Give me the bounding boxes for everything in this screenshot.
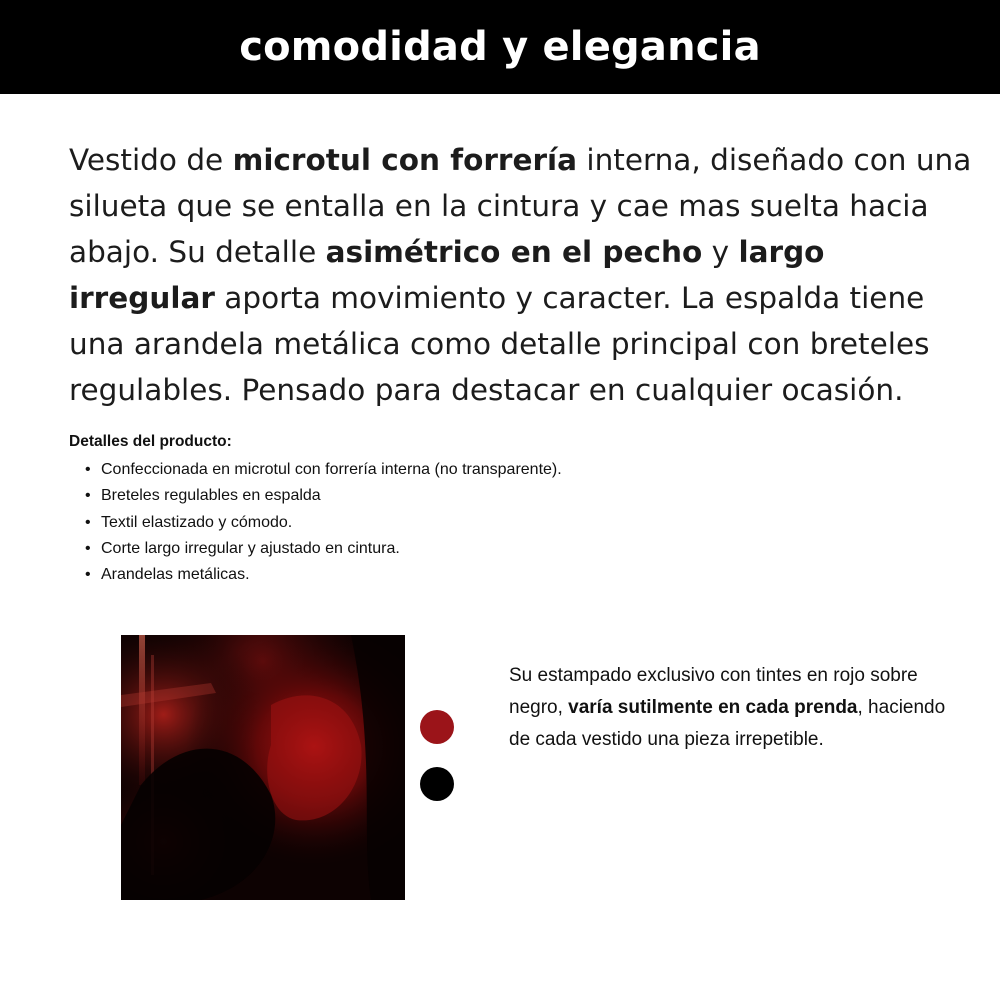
description-text: y (702, 235, 739, 269)
color-swatch-red (420, 710, 454, 744)
fabric-print-photo (121, 635, 405, 900)
description-highlight: asimétrico en el pecho (325, 235, 703, 269)
print-text: Su estampado exclusivo con tintes en rojo sobre negro, (509, 665, 918, 718)
bullet-icon: • (85, 513, 91, 531)
list-item-text: Textil elastizado y cómodo. (101, 513, 293, 531)
print-highlight: varía sutilmente en cada prenda (568, 697, 858, 718)
list-item-text: Breteles regulables en espalda (101, 487, 321, 505)
bullet-icon: • (85, 461, 91, 478)
header-banner (0, 0, 1000, 94)
description-highlight: largo irregular (69, 235, 825, 315)
list-item (69, 536, 869, 562)
bullet-icon: • (85, 566, 91, 584)
bullet-icon: • (85, 487, 91, 505)
product-details (69, 433, 869, 588)
description-highlight: microtul con forrería (232, 143, 578, 177)
description-text: Vestido de (69, 143, 233, 177)
list-item-text: Confeccionada en microtul con forrería interna (no transparente). (101, 461, 562, 478)
color-swatch-black (420, 767, 454, 801)
product-description (69, 137, 974, 413)
print-description (509, 660, 949, 756)
description-text: interna, diseñado con una silueta que se entalla en la cintura y cae mas suelta hacia abajo. Su detalle (69, 143, 972, 269)
page-title: comodidad y elegancia (239, 24, 761, 70)
list-item (69, 457, 869, 483)
list-item (69, 483, 869, 509)
description-text: aporta movimiento y caracter. La espalda tiene una arandela metálica como detalle principal con breteles regulables. Pensado para destacar en cualquier ocasión. (69, 281, 930, 407)
fabric-print-image (121, 635, 405, 900)
details-list (69, 457, 869, 588)
list-item (69, 510, 869, 536)
bullet-icon: • (85, 539, 91, 557)
list-item-text: Arandelas metálicas. (101, 566, 250, 584)
list-item-text: Corte largo irregular y ajustado en cintura. (101, 539, 400, 557)
details-heading: Detalles del producto: (69, 433, 232, 450)
list-item (69, 562, 869, 588)
print-text: , haciendo de cada vestido una pieza irrepetible. (509, 697, 946, 750)
